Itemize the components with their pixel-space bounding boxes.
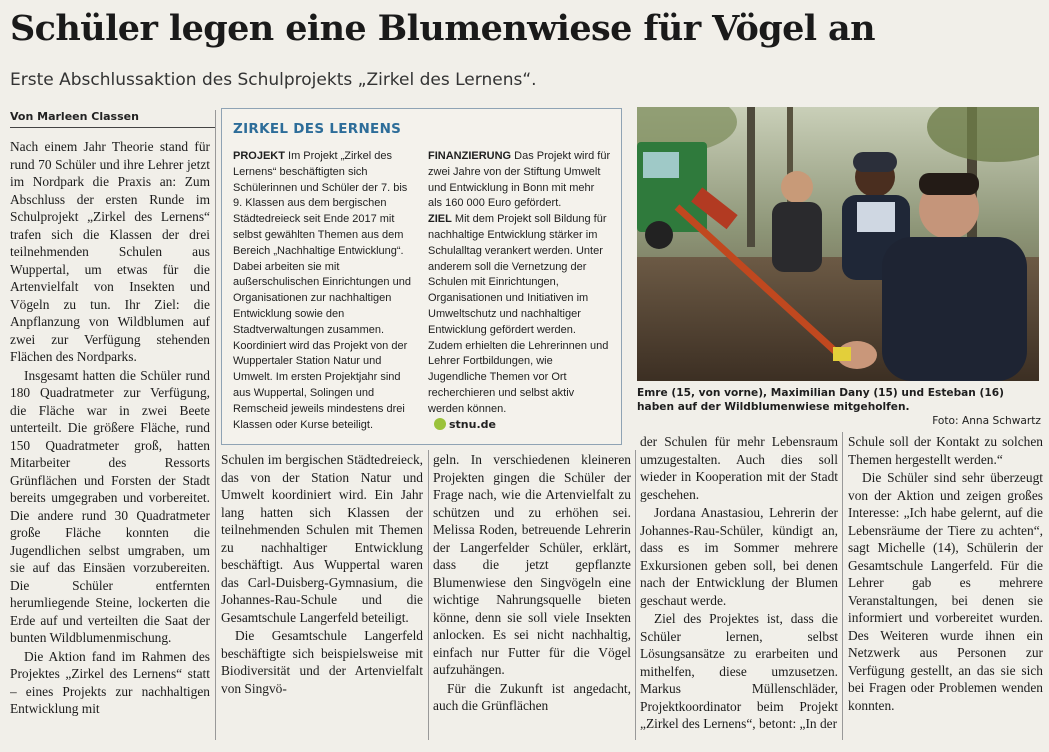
ziel-text: Mit dem Projekt soll Bildung für nachhaltige Entwicklung stärker im Schulalltag verankert werden. Unter anderem soll die Vernetzung der Schulen mit Einrichtungen, Organisationen und Initiativen im Umweltschutz und nachhaltiger Entwicklung gefördert werden. Zudem erhielten die Lehrerinnen und Lehrer Fortbildungen, wie Jugendliche Themen vor Ort recherchieren und selbst aktiv werden können. (428, 213, 609, 415)
ziel-label: ZIEL (428, 213, 452, 226)
stnu-logo-icon (434, 418, 446, 430)
paragraph: Für die Zukunft ist angedacht, auch die Grünflächen (433, 680, 631, 713)
infobox-title: ZIRKEL DES LERNENS (233, 121, 402, 137)
infobox (221, 108, 622, 445)
paragraph: Schule soll der Kontakt zu solchen Themen hergestellt werden.“ (848, 434, 1043, 467)
photo-credit: Foto: Anna Schwartz (932, 415, 1041, 427)
paragraph: Die Gesamtschule Langerfeld beschäftigte sich beispielsweise mit Biodiversität und der Artenvielfalt von Singvö- (221, 628, 423, 696)
paragraph: Die Schüler sind sehr überzeugt von der Aktion und zeigen großes Interesse: „Ich habe gelernt, auf die Lebensräume der Tiere zu achten“, sagt Michelle (14), Schülerin der Gesamtschule Langerfeld. Für die Lehrer gab es mehrere Veranstaltungen, bei denen sie informiert und vorbereitet wurden. Des Weiteren wurde ihnen ein Netzwerk aus Personen zur Verfügung gestellt, an das sie sich bei Fragen oder Problemen wenden konnten. (848, 470, 1043, 713)
article-column-4 (640, 433, 838, 742)
paragraph: Insgesamt hatten die Schüler rund 180 Quadratmeter zur Verfügung, die Fläche war in zwei Beete unterteilt. Die größere Fläche, rund 150 Quadratmeter groß, hatten Mitarbeiter des Ressorts Grünflächen und Forsten der Stadt bereits umgegraben und vorbereitet. Die andere rund 30 Quadratmeter große Fläche konnten die Jugendlichen selbst umgraben, um sie auf das Einsäen vorzubereiten. Die Schüler entfernten herumliegende Steine, lockerten die Erde auf und verteilten die Saat der bunten Wildblumenmischung. (10, 367, 210, 645)
finanzierung-text: Das Projekt wird für zwei Jahre von der Stiftung Umwelt und Entwicklung in Bonn mit mehr als 160 000 Euro gefördert. (428, 150, 611, 210)
paragraph: Jordana Anastasiou, Lehrerin der Johannes-Rau-Schüler, kündigt an, dass es im Sommer mehrere Exkursionen geben soll, bei denen nach der Entwicklung der Blumen geschaut werde. (640, 505, 838, 608)
caption-text: Emre (15, von vorne), Maximilian Dany (15) und Esteban (16) haben auf der Wildblumenwiese mitgeholfen. (637, 387, 1004, 413)
projekt-text: Im Projekt „Zirkel des Lernens“ beschäftigten sich Schülerinnen und Schüler der 7. bis 9. Klassen aus dem bergischen Städtedreieck seit Ende 2017 mit selbst gewählten Themen aus dem Bereich „Nachhaltige Entwicklung“. Dabei arbeiten sie mit außerschulischen Einrichtungen und Organisationen zur nachhaltigen Entwicklung sowie den Stadtverwaltungen zusammen. Koordiniert wird das Projekt von der Wuppertaler Station Natur und Umwelt. Im ersten Projektjahr sind aus Wuppertal, Solingen und Remscheid jeweils mindestens drei Klassen oder Kurse beteiligt. (233, 150, 411, 431)
paragraph: der Schulen für mehr Lebensraum umzugestalten. Auch dies soll wieder in Kooperation mit der Stadt geschehen. (640, 434, 838, 502)
article-photo (637, 107, 1039, 381)
article-column-2 (221, 451, 423, 742)
stnu-link-text: stnu.de (449, 418, 496, 431)
article-column-5 (848, 433, 1043, 742)
projekt-label: PROJEKT (233, 150, 285, 162)
article-column-1 (10, 138, 210, 742)
infobox-left-column (233, 149, 416, 433)
finanzierung-label: FINANZIERUNG (428, 150, 512, 162)
photo-illustration (637, 107, 1039, 381)
paragraph: geln. In verschiedenen kleineren Projekten gingen die Schüler der Frage nach, wie die Artenvielfalt zu schützen und zu erhöhen sei. Melissa Roden, betreuende Lehrerin der Langerfelder Schüler, erklärt, dass die jetzt gepflanzte Blumenwiese den Singvögeln eine wichtige Nahrungsquelle bieten könne, denn sie soll viele Insekten anlocken. Es sei nicht nachhaltig, einfach nur Futter für die Vögel aufzuhängen. (433, 452, 631, 677)
paragraph: Schulen im bergischen Städtedreieck, das von der Station Natur und Umwelt koordiniert wird. Ein Jahr lang hatten sich Klassen der teilnehmenden Schulen mit Themen zu nachhaltiger Entwicklung beschäftigt. Aus Wuppertal waren das Carl-Duisberg-Gymnasium, die Johannes-Rau-Schule und die Gesamtschule Langerfeld beteiligt. (221, 452, 423, 625)
photo-caption (637, 386, 1041, 428)
stnu-link[interactable] (434, 418, 496, 431)
column-divider (842, 432, 843, 740)
byline: Von Marleen Classen (10, 110, 139, 123)
paragraph: Nach einem Jahr Theorie stand für rund 70 Schüler und ihre Lehrer jetzt im Nordpark die Praxis an: Zum Abschluss der ersten Runde im Schulprojekt „Zirkel des Lernens“ trafen sich die Klassen der drei teilnehmenden Schulen aus Wuppertal, um etwas für die Artenvielfalt von Insekten und Vögeln zu tun. Ihr Ziel: die Anpflanzung von Wildblumen auf zwei zur Verfügung stehenden Flächen des Nordparks. (10, 139, 210, 364)
subheadline: Erste Abschlussaktion des Schulprojekts „Zirkel des Lernens“. (10, 70, 537, 90)
article-column-3 (433, 451, 631, 742)
paragraph: Die Aktion fand im Rahmen des Projektes „Zirkel des Lernens“ statt – eines Projekts zur nachhaltigen Entwicklung mit (10, 648, 210, 716)
headline: Schüler legen eine Blumenwiese für Vögel an (10, 8, 875, 49)
infobox-right-column (428, 149, 611, 433)
byline-rule (10, 127, 215, 128)
column-divider (635, 450, 636, 740)
paragraph: Ziel des Projektes ist, dass die Schüler lernen, selbst Lösungsansätze zu erarbeiten und mithelfen, diese umzusetzen. Markus Müllenschläder, Projektkoordinator beim Projekt „Zirkel des Lernens“, betont: „In der (640, 611, 838, 731)
column-divider (428, 450, 429, 740)
column-divider (215, 110, 216, 740)
